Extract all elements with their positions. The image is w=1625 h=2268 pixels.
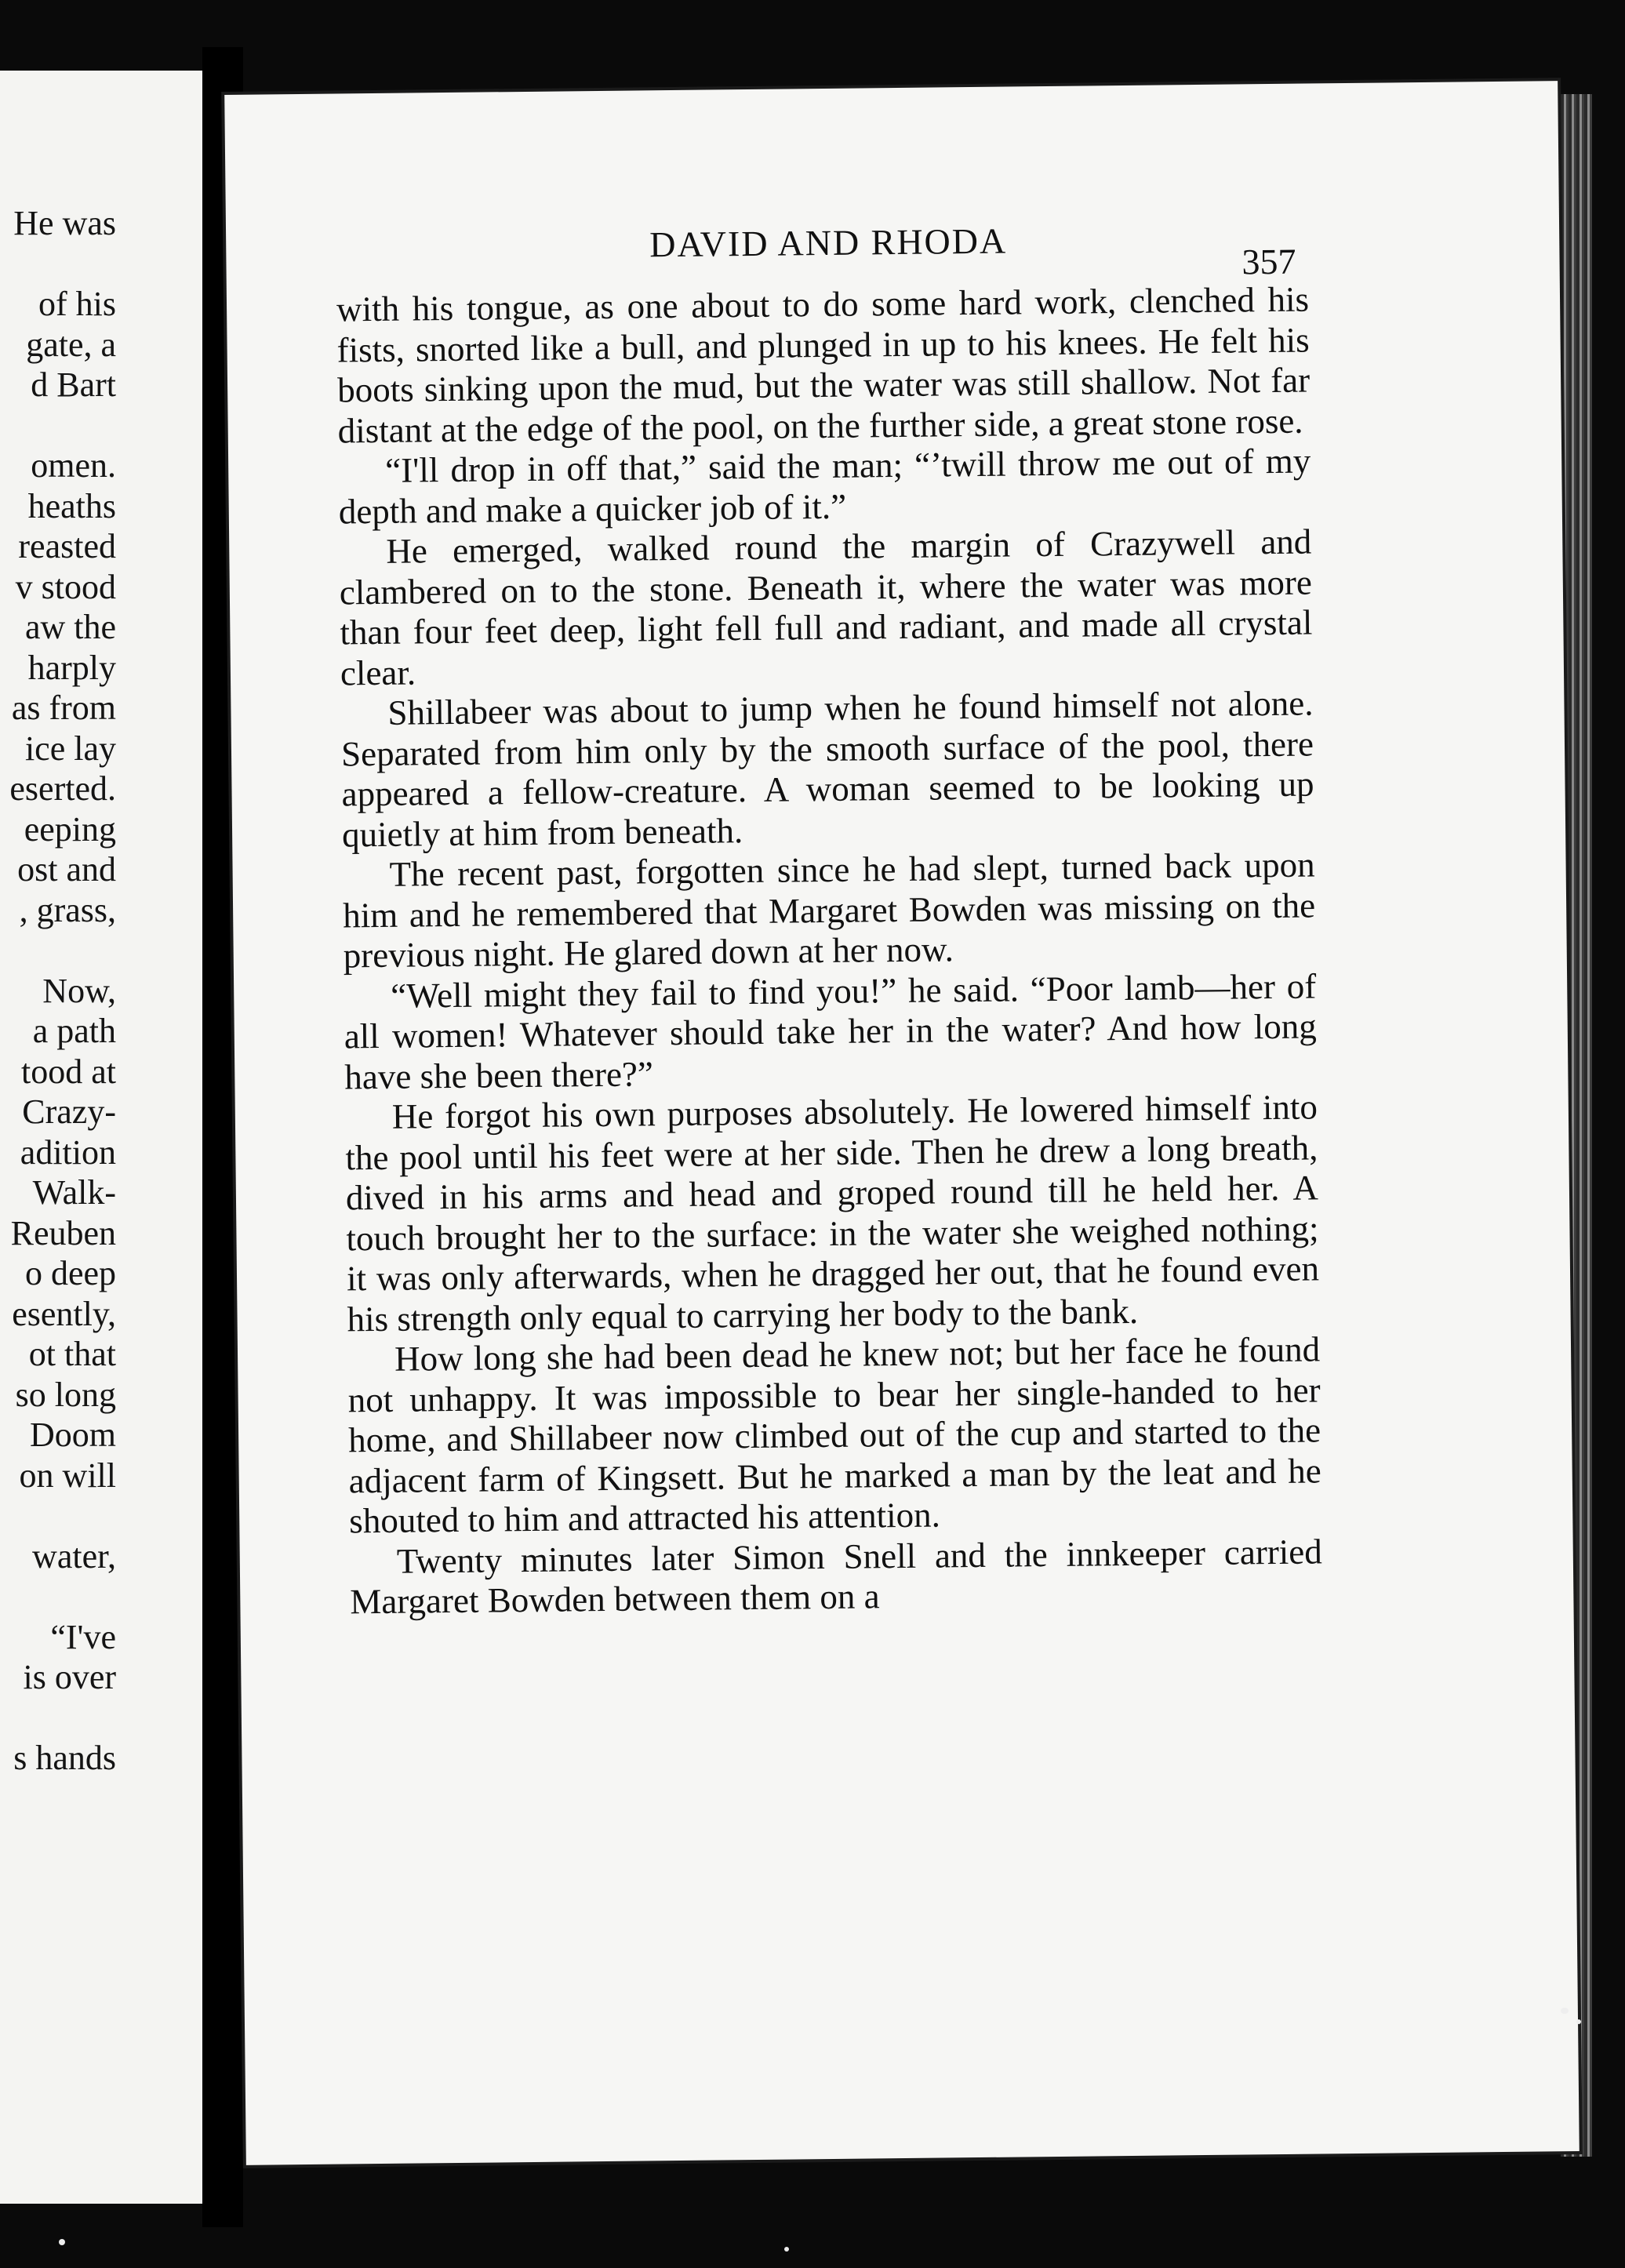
left-page-line: , grass,	[19, 890, 116, 929]
left-page-line: gate, a	[26, 325, 116, 364]
left-page-line: so long	[15, 1375, 116, 1414]
left-page-line: on will	[19, 1456, 116, 1495]
paragraph: “I'll drop in off that,” said the man; “’twill throw me out of my depth and make a quicker job of it.”	[338, 441, 1311, 531]
left-page-line: reasted	[18, 527, 116, 565]
left-page-line: of his	[38, 285, 116, 323]
left-page	[0, 71, 202, 2204]
paragraph: How long she had been dead he knew not; but her face he found not unhappy. It was impossible to bear her single-handed to her home, and Shillabeer now climbed out of the cup and started to the adjacent farm of Kingsett. But he marked a man by the leat and he shouted to him and attracted his attention.	[347, 1329, 1321, 1541]
left-page-line: tood at	[21, 1052, 116, 1091]
page-number: 357	[1241, 241, 1296, 282]
body-text	[336, 280, 1323, 1623]
scan-speck	[784, 2247, 789, 2252]
paragraph: with his tongue, as one about to do some hard work, clenched his fists, snorted like a bull, and plunged in up to his knees. He felt his boots sinking upon the mud, but the water was still shallow. Not far distant at the edge of the pool, on the further side, a great stone rose.	[336, 279, 1311, 450]
left-page-line: Doom	[30, 1416, 116, 1454]
paragraph: Shillabeer was about to jump when he found himself not alone. Separated from him only by the smooth surface of the pool, there appeared a fellow-creature. A woman seemed to be looking up quietly at him from beneath.	[340, 683, 1314, 854]
left-page-line: He was	[13, 204, 116, 242]
left-page-line: adition	[20, 1132, 116, 1172]
right-page	[224, 81, 1580, 2165]
left-page-line: s hands	[13, 1739, 116, 1777]
left-page-line: eserted.	[9, 769, 116, 808]
left-page-line: Now,	[42, 971, 116, 1010]
left-page-line: is over	[23, 1658, 116, 1696]
paragraph: He forgot his own purposes absolutely. He lowered himself into the pool until his feet were at her side. Then he drew a long breath, dived in his arms and head and groped round till he held her. A touch brought her to the surface: in the water she weighed nothing; it was only afterwards, when he dragged her out, that he found even his strength only equal to carrying her body to the bank.	[345, 1087, 1320, 1339]
left-page-line: d Bart	[31, 365, 116, 404]
left-page-line: esently,	[12, 1294, 116, 1333]
scan-speck	[1561, 2008, 1569, 2014]
scan-speck	[59, 2239, 65, 2245]
left-page-line: ot that	[28, 1335, 116, 1373]
paragraph: Twenty minutes later Simon Snell and the innkeeper carried Margaret Bowden between them on a	[350, 1531, 1323, 1622]
left-page-line: as from	[11, 689, 116, 727]
left-page-line: o deep	[24, 1254, 116, 1292]
paragraph: The recent past, forgotten since he had slept, turned back upon him and he remembered that Margaret Bowden was missing on the previous night. He glared down at her now.	[342, 845, 1316, 976]
left-page-line: ice lay	[24, 729, 116, 768]
running-head: DAVID AND RHODA	[649, 220, 1008, 265]
left-page-line: Walk-	[32, 1173, 116, 1212]
paragraph: He emerged, walked round the margin of Crazywell and clambered on to the stone. Beneath it, where the water was more than four feet deep, light fell full and radiant, and made all crystal clear.	[339, 522, 1313, 692]
scan-speck	[1576, 2019, 1581, 2024]
left-page-line: harply	[27, 648, 116, 687]
left-page-line: Reuben	[10, 1213, 116, 1252]
left-page-line: aw the	[24, 608, 116, 646]
left-page-line: heaths	[27, 486, 116, 525]
left-page-line: water,	[32, 1536, 116, 1576]
left-page-line: “I've	[50, 1617, 116, 1656]
left-page-line: Crazy-	[22, 1092, 116, 1131]
left-page-line: ost and	[17, 850, 116, 889]
left-page-line: v stood	[15, 567, 116, 606]
paragraph: “Well might they fail to find you!” he said. “Poor lamb—her of all women! Whatever should take her in the water? And how long have she been there?”	[344, 965, 1317, 1096]
left-page-line: a path	[32, 1012, 116, 1050]
left-page-line: eeping	[24, 809, 116, 849]
left-page-line: omen.	[31, 446, 116, 485]
